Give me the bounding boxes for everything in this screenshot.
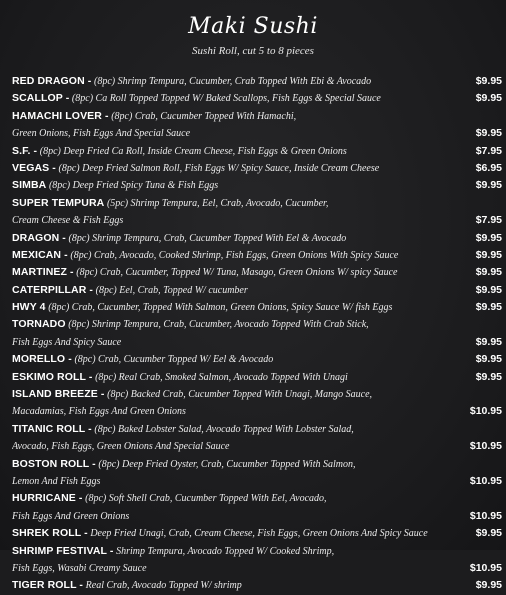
menu-item (12, 421, 502, 456)
menu-item (12, 369, 502, 386)
menu-item-name: SIMBA (12, 179, 47, 192)
menu-item-name: CATERPILLAR - (12, 283, 94, 296)
menu-item (12, 177, 502, 194)
menu-item-description: (8pc) Baked Lobster Salad, Avocado Topped With Lobster Salad, (94, 423, 354, 435)
menu-item-name: TIGER ROLL - (12, 579, 84, 592)
menu-item-line (12, 212, 502, 229)
menu-item-line (12, 230, 502, 247)
menu-item-line (12, 177, 502, 194)
menu-item-description: Fish Eggs, Wasabi Creamy Sauce (12, 562, 147, 574)
menu-item-name: TITANIC ROLL - (12, 422, 92, 435)
menu-item-price: $9.95 (475, 370, 502, 383)
menu-item-description: (8pc) Ca Roll Topped Topped W/ Baked Scallops, Fish Eggs & Special Sauce (71, 93, 381, 105)
menu-item-line (12, 421, 502, 438)
menu-item (12, 525, 502, 542)
menu-item (12, 386, 502, 421)
menu-item-line (12, 473, 502, 490)
menu-item-line (12, 264, 502, 281)
menu-item-name: SHREK ROLL - (12, 527, 88, 540)
menu-item (12, 90, 502, 107)
menu-item-line (12, 369, 502, 386)
menu-item-line (12, 73, 502, 90)
menu-item (12, 230, 502, 247)
menu-item-description: (8pc) Crab, Cucumber, Topped W/ Tuna, Masago, Green Onions W/ spicy Sauce (76, 267, 398, 279)
menu-item-line (12, 299, 502, 316)
menu-item-line (12, 90, 502, 107)
menu-item-line (12, 525, 502, 542)
menu-item-description: (8pc) Crab, Cucumber Topped W/ Eel & Avocado (74, 354, 274, 366)
menu-item-description: Avocado, Fish Eggs, Green Onions And Special Sauce (12, 441, 230, 453)
menu-item-line (12, 108, 502, 125)
menu-item-price: $6.95 (475, 161, 502, 174)
menu-item-price: $9.95 (475, 179, 502, 192)
menu-item-description: (8pc) Deep Fried Ca Roll, Inside Cream Cheese, Fish Eggs & Green Onions (39, 145, 347, 157)
menu-item-description: (8pc) Deep Fried Spicy Tuna & Fish Eggs (48, 180, 219, 192)
menu-item (12, 543, 502, 578)
menu-item-line (12, 403, 502, 420)
menu-item-line (12, 543, 502, 560)
menu-item-description: (8pc) Crab, Cucumber, Topped With Salmon, Green Onions, Spicy Sauce W/ fish Eggs (48, 302, 393, 314)
menu-item-name: SHRIMP FESTIVAL - (12, 544, 114, 557)
menu-item (12, 160, 502, 177)
menu-item-price: $9.95 (475, 92, 502, 105)
menu-item-price: $10.95 (469, 405, 502, 418)
menu-item-description: Cream Cheese & Fish Eggs (12, 215, 124, 227)
menu-item-line (12, 143, 502, 160)
menu-item-name: MORELLO - (12, 353, 72, 366)
menu-item-name: ESKIMO ROLL - (12, 370, 93, 383)
menu-item-name: VEGAS - (12, 161, 56, 174)
menu-item-price: $9.95 (475, 527, 502, 540)
menu-item-line (12, 125, 502, 142)
menu-item-price: $10.95 (469, 440, 502, 453)
menu-item (12, 351, 502, 368)
menu-item-name: BOSTON ROLL - (12, 457, 96, 470)
menu-item-description: Shrimp Tempura, Avocado Topped W/ Cooked Shrimp, (116, 545, 335, 557)
menu-item-line (12, 438, 502, 455)
menu-item-price: $9.95 (475, 301, 502, 314)
menu-item-price: $9.95 (475, 335, 502, 348)
menu-item (12, 282, 502, 299)
menu-item-description: Fish Eggs And Green Onions (12, 510, 130, 522)
menu-item-name: HURRICANE - (12, 492, 83, 505)
menu-item-price: $9.95 (475, 127, 502, 140)
menu-item-name: MEXICAN - (12, 248, 68, 261)
menu-item (12, 247, 502, 264)
menu-item-description: Real Crab, Avocado Topped W/ shrimp (85, 580, 242, 592)
menu-item-line (12, 282, 502, 299)
menu-item (12, 316, 502, 351)
menu-item-name: SCALLOP - (12, 92, 70, 105)
menu-item-description: (8pc) Soft Shell Crab, Cucumber Topped With Eel, Avocado, (85, 493, 327, 505)
menu-item-description: (8pc) Deep Fried Salmon Roll, Fish Eggs W/ Spicy Sauce, Inside Cream Cheese (58, 162, 380, 174)
menu-item-name: S.F. - (12, 144, 38, 157)
menu-item-price: $9.95 (475, 75, 502, 87)
menu-item-price: $9.95 (475, 579, 502, 592)
menu-item-description: (8pc) Real Crab, Smoked Salmon, Avocado Topped With Unagi (95, 371, 348, 383)
menu-item-line (12, 160, 502, 177)
menu-item-description: (8pc) Deep Fried Oyster, Crab, Cucumber Topped With Salmon, (98, 458, 356, 470)
menu-item-name: HAMACHI LOVER - (12, 109, 109, 122)
menu-item (12, 490, 502, 525)
menu-item-line (12, 456, 502, 473)
menu-item-line (12, 577, 502, 594)
menu-item-line (12, 316, 502, 333)
menu-item-name: RED DRAGON - (12, 75, 92, 87)
menu-item-list (12, 73, 502, 595)
menu-item-line (12, 247, 502, 264)
menu-item-price: $9.95 (475, 248, 502, 261)
menu-title: Maki Sushi (188, 14, 318, 39)
menu-item-description: (8pc) Crab, Avocado, Cooked Shrimp, Fish Eggs, Green Onions With Spicy Sauce (70, 249, 399, 261)
menu-item (12, 195, 502, 230)
menu-item (12, 299, 502, 316)
menu-item-line (12, 334, 502, 351)
menu-item-description: Deep Fried Unagi, Crab, Cream Cheese, Fish Eggs, Green Onions And Spicy Sauce (90, 528, 428, 540)
menu-item-price: $10.95 (469, 561, 502, 574)
menu-item (12, 456, 502, 491)
menu-item-description: (8pc) Crab, Cucumber Topped With Hamachi, (111, 110, 297, 122)
menu-item (12, 143, 502, 160)
menu-item-description: Macadamias, Fish Eggs And Green Onions (12, 406, 186, 418)
menu-item-price: $9.95 (475, 231, 502, 244)
menu-item-name: ISLAND BREEZE - (12, 388, 105, 401)
menu-item-line (12, 508, 502, 525)
menu-item (12, 264, 502, 281)
menu-item-name: TORNADO (12, 318, 66, 331)
menu-item-price: $9.95 (475, 266, 502, 279)
menu-item-line (12, 490, 502, 507)
menu-item-price: $7.95 (475, 214, 502, 227)
menu-item-description: (8pc) Eel, Crab, Topped W/ cucumber (95, 284, 248, 296)
menu-item-description: Fish Eggs And Spicy Sauce (12, 336, 122, 348)
menu-item-line (12, 386, 502, 403)
menu-item-description: Green Onions, Fish Eggs And Special Sauce (12, 128, 191, 140)
menu-item-line (12, 195, 502, 212)
menu-item (12, 73, 502, 90)
menu-item-name: MARTINEZ - (12, 266, 74, 279)
menu-item-description: (8pc) Shrimp Tempura, Cucumber, Crab Topped With Ebi & Avocado (94, 76, 372, 87)
menu-item-name: DRAGON - (12, 231, 66, 244)
menu-item-name: HWY 4 (12, 301, 46, 314)
menu-item-description: (8pc) Shrimp Tempura, Crab, Cucumber, Avocado Topped With Crab Stick, (68, 319, 369, 331)
menu-item-price: $10.95 (469, 509, 502, 522)
menu-item-description: (8pc) Shrimp Tempura, Crab, Cucumber Topped With Eel & Avocado (68, 232, 347, 244)
menu-item (12, 577, 502, 594)
menu-item-line (12, 560, 502, 577)
menu-item-description: (8pc) Backed Crab, Cucumber Topped With Unagi, Mango Sauce, (107, 389, 373, 401)
menu-item-price: $9.95 (475, 283, 502, 296)
menu-item-description: Lemon And Fish Eggs (12, 475, 101, 487)
menu-item-price: $10.95 (469, 474, 502, 487)
menu-item-price: $7.95 (475, 144, 502, 157)
menu-item-description: (5pc) Shrimp Tempura, Eel, Crab, Avocado, Cucumber, (106, 197, 329, 209)
menu-item-name: SUPER TEMPURA (12, 196, 105, 209)
menu-subtitle: Sushi Roll, cut 5 to 8 pieces (192, 45, 314, 57)
menu-item-price: $9.95 (475, 353, 502, 366)
menu-item-line (12, 351, 502, 368)
menu-item (12, 108, 502, 143)
